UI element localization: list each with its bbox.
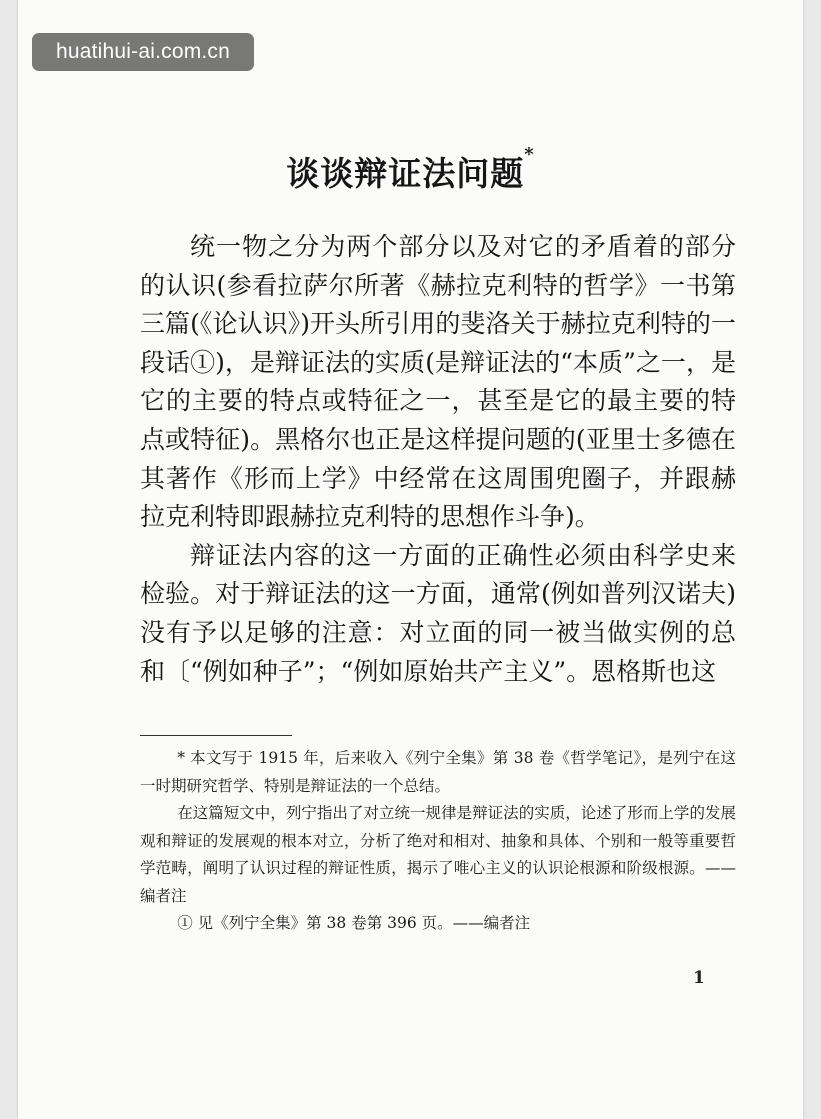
paragraph-1: 统一物之分为两个部分以及对它的矛盾着的部分的认识(参看拉萨尔所著《赫拉克利特的哲学》一书第三篇(《论认识》)开头所引用的斐洛关于赫拉克利特的一段话①)，是辩证法的实质(是辩证法的“本质”之一，是它的主要的特点或特征之一，甚至是它的最主要的特点或特征)。黑格尔也正是这样提问题的(亚里士多德在其著作《形而上学》中经常在这周围兜圈子，并跟赫拉克利特即跟赫拉克利特的思想作斗争)。 (140, 232, 736, 532)
footnote-1: ① 见《列宁全集》第 38 卷第 396 页。——编者注 (177, 914, 531, 932)
watermark: huatihui-ai.com.cn (32, 33, 254, 71)
footnote-star: * 本文写于 1915 年，后来收入《列宁全集》第 38 卷《哲学笔记》，是列宁在这一时期研究哲学、特别是辩证法的一个总结。 (140, 749, 736, 795)
page-title (18, 144, 803, 195)
page-number: 1 (693, 968, 705, 988)
document-page (18, 0, 803, 1119)
title-footnote-mark: * (524, 144, 535, 165)
title-text: 谈谈辩证法问题 (286, 154, 525, 193)
editor-note: 在这篇短文中，列宁指出了对立统一规律是辩证法的实质，论述了形而上学的发展观和辩证的发展观的根本对立，分析了绝对和相对、抽象和具体、个别和一般等重要哲学范畴，阐明了认识过程的辩证性质，揭示了唯心主义的认识论根源和阶级根源。——编者注 (140, 804, 736, 905)
footnotes (140, 745, 736, 938)
body-text (140, 228, 736, 691)
paragraph-2: 辩证法内容的这一方面的正确性必须由科学史来检验。对于辩证法的这一方面，通常(例如普列汉诺夫)没有予以足够的注意：对立面的同一被当做实例的总和〔“例如种子”；“例如原始共产主义”。恩格斯也这 (140, 540, 736, 686)
footnote-divider (140, 735, 292, 736)
